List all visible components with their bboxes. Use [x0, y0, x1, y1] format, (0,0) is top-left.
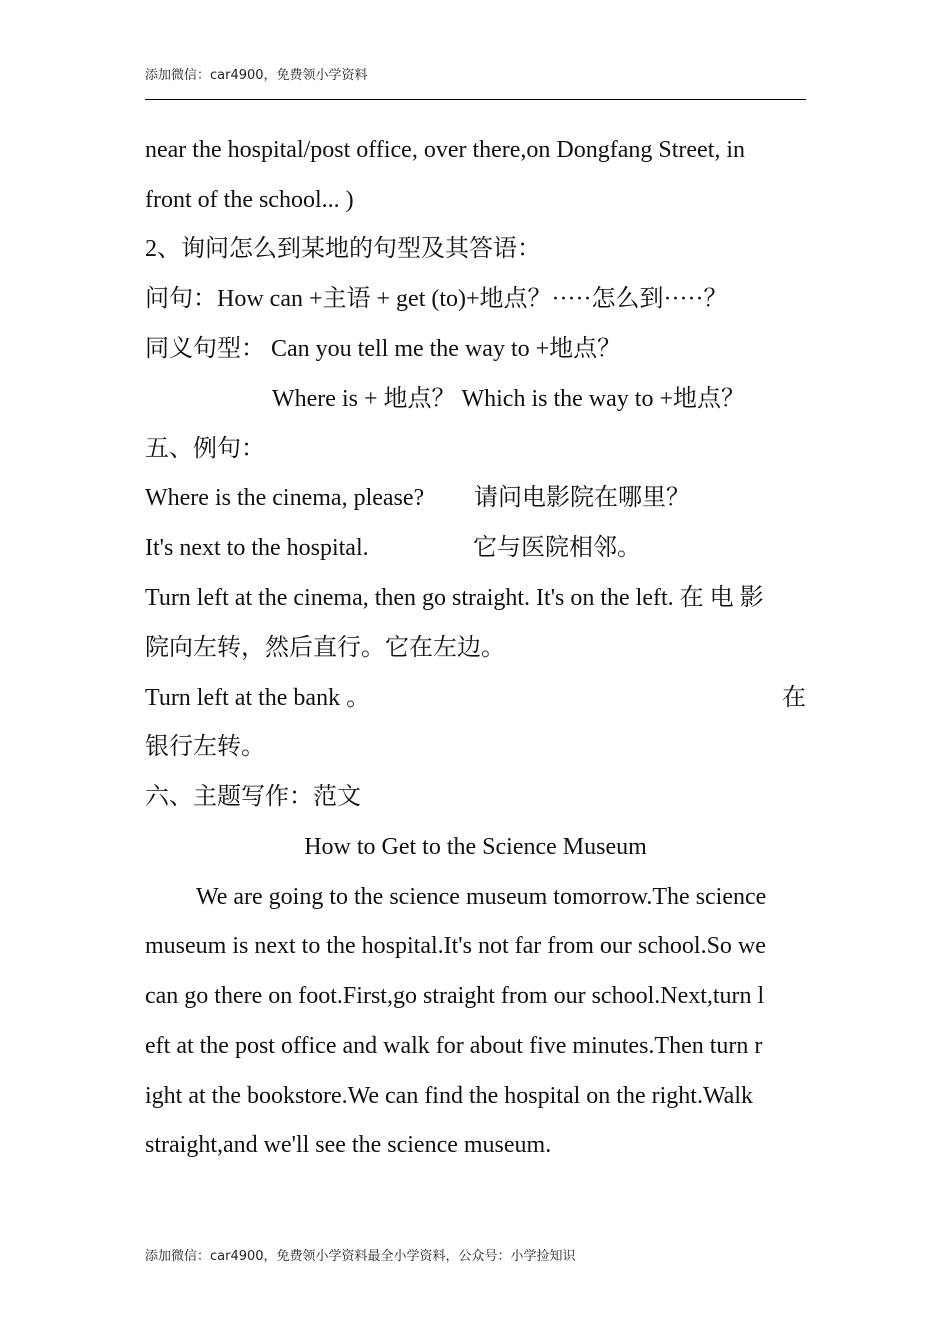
example-sentence [145, 528, 806, 568]
text-line: Turn left at the cinema, then go straight. It's on the left. 在 电 影 [145, 585, 764, 611]
section-heading: 六、主题写作：范文 [145, 784, 361, 810]
example-chinese: 在 [782, 685, 806, 711]
essay-line: ight at the bookstore.We can find the hospital on the right.Walk [145, 1083, 753, 1109]
example-chinese: 请问电影院在哪里？ [474, 485, 690, 511]
example-chinese: 它与医院相邻。 [473, 535, 641, 561]
section-heading: 五、例句： [145, 436, 265, 462]
example-sentence [145, 478, 806, 518]
text-line: near the hospital/post office, over there,on Dongfang Street, in [145, 137, 746, 163]
example-english: Where is the cinema, please? [145, 485, 425, 511]
essay-line: museum is next to the hospital.It's not far from our school.So we [145, 933, 766, 959]
example-sentence [145, 678, 806, 718]
example-english: It's next to the hospital. [145, 535, 369, 561]
essay-title: How to Get to the Science Museum [304, 834, 647, 860]
essay-line: straight,and we'll see the science museum. [145, 1132, 552, 1158]
text-line: 问句：How can +主语 + get (to)+地点？·····怎么到·····？ [145, 286, 728, 312]
page-header: 添加微信：car4900，免费领小学资料 [145, 68, 368, 83]
text-line: front of the school... ) [145, 187, 354, 213]
essay-line: We are going to the science museum tomorrow.The science [196, 884, 767, 910]
page-footer: 添加微信：car4900，免费领小学资料最全小学资料，公众号：小学捡知识 [145, 1249, 576, 1264]
essay-line: can go there on foot.First,go straight from our school.Next,turn l [145, 983, 765, 1009]
text-line: 院向左转，然后直行。它在左边。 [145, 635, 505, 661]
header-divider [145, 99, 806, 100]
example-english: Turn left at the bank 。 [145, 685, 371, 711]
text-line: 银行左转。 [145, 734, 265, 760]
text-line: Where is + 地点？ Which is the way to +地点？ [272, 386, 745, 412]
section-heading: 2、询问怎么到某地的句型及其答语： [145, 236, 541, 262]
essay-line: eft at the post office and walk for about five minutes.Then turn r [145, 1033, 763, 1059]
text-line: 同义句型： Can you tell me the way to +地点？ [145, 336, 622, 362]
